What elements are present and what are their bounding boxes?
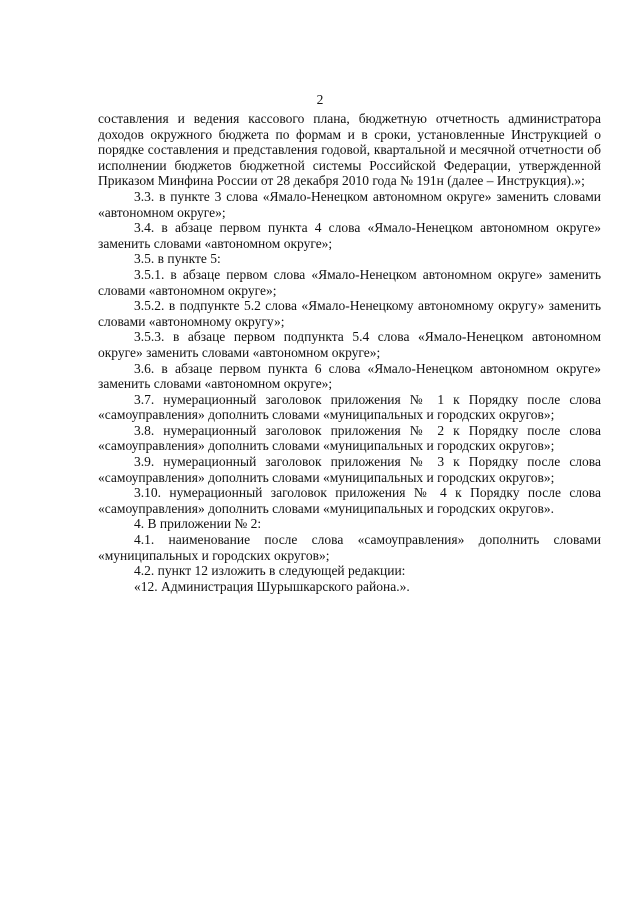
- paragraph: 4.1. наименование после слова «самоуправления» дополнить словами «муниципальных и городских округов»;: [98, 532, 601, 563]
- paragraph: 3.5.1. в абзаце первом слова «Ямало-Ненецком автономном округе» заменить словами «автономном округе»;: [98, 266, 601, 298]
- paragraph: 4. В приложении № 2:: [134, 516, 262, 532]
- paragraph: 4.2. пункт 12 изложить в следующей редакции:: [134, 563, 406, 579]
- paragraph: 3.3. в пункте 3 слова «Ямало-Ненецком автономном округе» заменить словами «автономном округе»;: [98, 188, 601, 220]
- paragraph: 3.7. нумерационный заголовок приложения № 1 к Порядку после слова «самоуправления» дополнить словами «муниципальных и городских округов»;: [98, 391, 601, 423]
- paragraph: 3.5. в пункте 5:: [134, 251, 221, 267]
- page-number: 2: [316, 92, 324, 107]
- paragraph: 3.5.3. в абзаце первом подпункта 5.4 слова «Ямало-Ненецком автономном округе» заменить словами «автономном округе»;: [98, 329, 601, 360]
- paragraph: 3.5.2. в подпункте 5.2 слова «Ямало-Ненецкому автономному округу» заменить словами «автономному округу»;: [98, 298, 601, 329]
- paragraph: 3.6. в абзаце первом пункта 6 слова «Ямало-Ненецком автономном округе» заменить словами «автономном округе»;: [98, 360, 601, 392]
- paragraph: 3.8. нумерационный заголовок приложения № 2 к Порядку после слова «самоуправления» дополнить словами «муниципальных и городских округов»;: [98, 422, 601, 454]
- document-body: [98, 111, 601, 594]
- paragraph: «12. Администрация Шурышкарского района.».: [134, 578, 410, 594]
- paragraph: 3.4. в абзаце первом пункта 4 слова «Ямало-Ненецком автономном округе» заменить словами «автономном округе»;: [98, 220, 601, 251]
- paragraph: 3.9. нумерационный заголовок приложения № 3 к Порядку после слова «самоуправления» дополнить словами «муниципальных и городских округов»;: [98, 454, 601, 485]
- paragraph: 3.10. нумерационный заголовок приложения № 4 к Порядку после слова «самоуправления» дополнить словами «муниципальных и городских округов».: [98, 485, 601, 516]
- paragraph: составления и ведения кассового плана, бюджетную отчетность администратора доходов окружного бюджета по формам и в сроки, установленные Инструкцией о порядке составления и представления годовой, квартальной и месячной отчетности об исполнении бюджетов бюджетной системы Российской Федерации, утвержденной Приказом Минфина России от 28 декабря 2010 года № 191н (далее – Инструкция).»;: [98, 111, 601, 189]
